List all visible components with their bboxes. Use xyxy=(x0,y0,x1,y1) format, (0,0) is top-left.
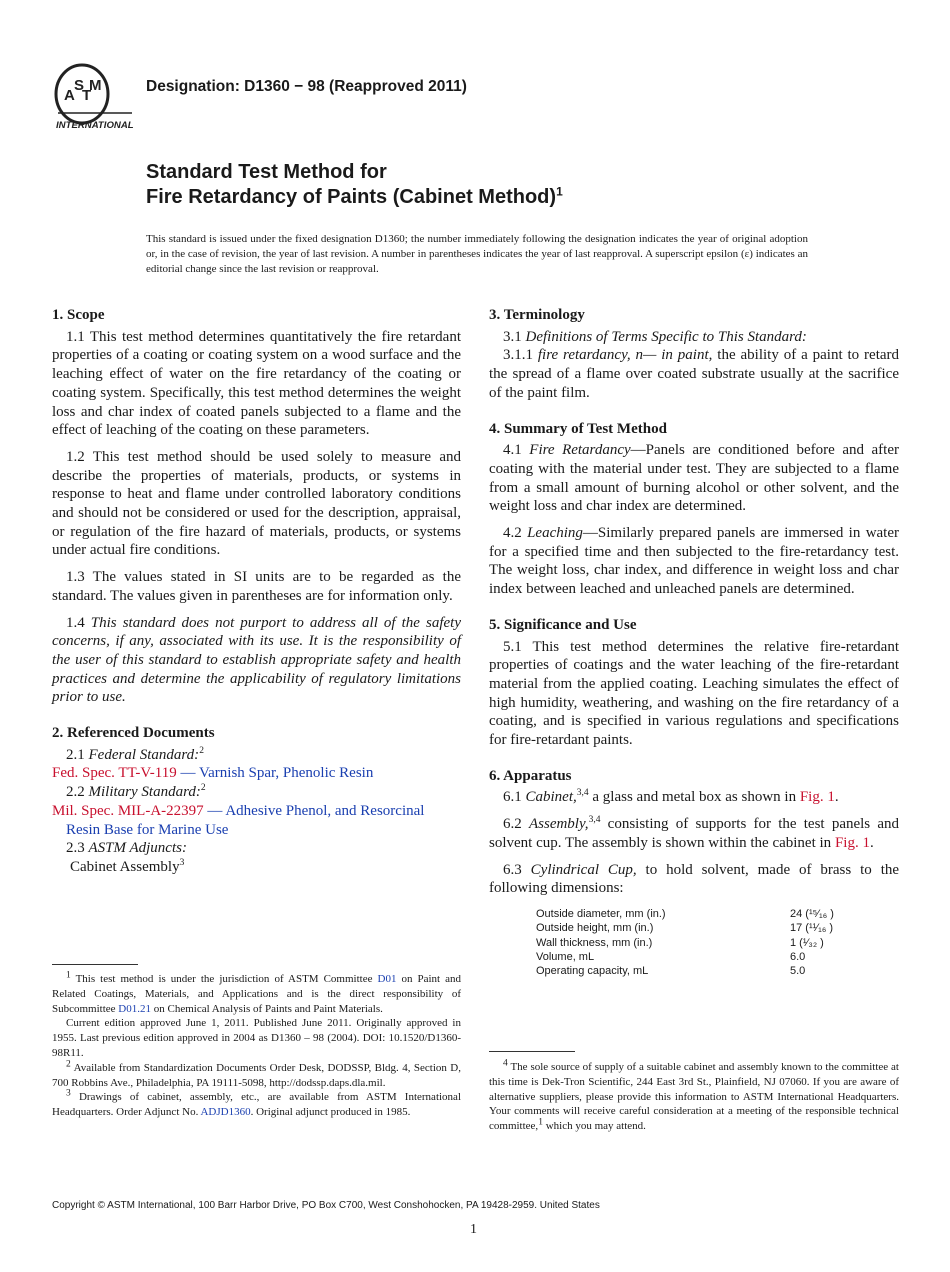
paragraph-5-1: 5.1 This test method determines the relative fire-retardant properties of coatings and the water leaching of the fire-retardant material from the applied coating. Leaching simulates the effect of high humidity, weathering, and washing on the fire retardancy of a coating, and is specified in various regulations and specifications for fire-retardant paints. xyxy=(489,638,899,749)
title-line-1: Standard Test Method for xyxy=(146,161,387,183)
footnote-4: $^4$ The sole source of supply of a suitable cabinet and assembly known to the committee at this time is Dek-Tron Scientific, 244 East 3rd St., Plainfield, NJ 07060. If you are aware of alternative suppliers, please provide this information to ASTM International Headquarters. Your comments will receive careful consideration at a meeting of the responsible technical committee,$^1$ which you may attend. xyxy=(489,1058,899,1133)
cup-dimensions-table xyxy=(536,907,834,978)
fed-spec-title-link[interactable]: — Varnish Spar, Phenolic Resin xyxy=(180,765,374,782)
dimension-label: Outside height, mm (in.) xyxy=(536,922,654,935)
astm-logo xyxy=(52,62,136,134)
dimension-label: Outside diameter, mm (in.) xyxy=(536,907,666,920)
paragraph-6-1: 6.1 Cabinet,$^{3,4}$ a glass and metal box as shown in Fig. 1. xyxy=(503,788,839,806)
footnote-rule-right xyxy=(489,1051,575,1052)
title-line-2: Fire Retardancy of Paints (Cabinet Method)$^1$ xyxy=(146,184,563,208)
mil-spec-title-link[interactable]: — Adhesive Phenol, and Resorcinal Resin Base for Marine Use xyxy=(66,802,425,838)
section-heading-terminology: 3. Terminology xyxy=(489,307,585,323)
paragraph-2-2: 2.2 Military Standard:$^2$ xyxy=(66,783,206,801)
section-heading-summary: 4. Summary of Test Method xyxy=(489,420,667,437)
dimension-row xyxy=(536,964,834,978)
dimension-row xyxy=(536,950,834,964)
document-title xyxy=(146,160,563,210)
d01-link[interactable]: D01 xyxy=(377,973,397,985)
paragraph-4-2: 4.2 Leaching—Similarly prepared panels are immersed in water for a specified time and then subjected to the fire-retardancy test. The weight loss, char index, and difference in weight loss and char index between leached and unleached panels are determined. xyxy=(489,525,899,598)
paragraph-6-3: 6.3 Cylindrical Cup, to hold solvent, made of brass to the following dimensions: xyxy=(489,861,900,897)
paragraph-1-3: 1.3 The values stated in SI units are to be regarded as the standard. The values given in parentheses are for information only. xyxy=(52,569,461,604)
dimension-value: 5.0 xyxy=(790,965,806,978)
footnotes-left xyxy=(52,972,461,1120)
svg-text:M: M xyxy=(89,77,102,94)
svg-text:A: A xyxy=(64,87,75,104)
adjunct-link[interactable]: ADJD1360 xyxy=(200,1106,251,1119)
issuance-note: This standard is issued under the fixed designation D1360; the number immediately following the designation indicates the year of original adoption or, in the case of revision, the year of last revision. A number in parentheses indicates the year of last reapproval. A superscript epsilon (ε) indicates an editorial change since the last revision or reapproval. xyxy=(146,233,808,275)
copyright-notice: Copyright © ASTM International, 100 Barr Harbor Drive, PO Box C700, West Conshohocken, PA 19428-2959. United States xyxy=(52,1200,600,1211)
footnote-1: $^1$ This test method is under the jurisdiction of ASTM Committee D01 on Paint and Related Coatings, Materials, and Applications and is the direct responsibility of Subcommittee D01.21 on Chemical Analysis of Paints and Paint Materials. xyxy=(52,970,461,1015)
paragraph-1-1: 1.1 This test method determines quantitatively the fire retardant properties of a coating or coating system on a wood surface and the leaching effect of water on the fire retardancy of the coating or coating system. Specifically, this test method determines the weight loss and char index of coated panels subjected to a flame and the effect of leaching of the coating on these parameters. xyxy=(52,328,461,439)
page-number: 1 xyxy=(470,1222,477,1237)
title-footnote-mark: 1 xyxy=(556,184,563,199)
dimension-value: 1 (¹⁄₃₂ ) xyxy=(790,936,824,949)
dimension-row xyxy=(536,907,834,921)
reference-mil-spec[interactable] xyxy=(52,802,461,839)
footnote-1-edition: Current edition approved June 1, 2011. Published June 2011. Originally approved in 1955. Last previous edition approved in 2004 as D1360 – 98 (2004). DOI: 10.1520/D1360-98R11. xyxy=(52,1017,461,1059)
dimension-value: 6.0 xyxy=(790,950,806,963)
adjunct-item: Cabinet Assembly$^3$ xyxy=(70,857,185,875)
paragraph-1-2: 1.2 This test method should be used solely to measure and describe the properties of materials, products, or systems in response to heat and flame under controlled laboratory conditions and should not be considered or used for the description, appraisal, or regulation of the fire hazard of materials, products, or systems under actual fire conditions. xyxy=(52,448,461,559)
svg-text:S: S xyxy=(74,77,85,94)
section-heading-significance: 5. Significance and Use xyxy=(489,616,637,633)
fig-1-link-2[interactable]: Fig. 1 xyxy=(834,834,870,851)
fig-1-link[interactable]: Fig. 1 xyxy=(799,789,835,806)
reference-fed-spec[interactable] xyxy=(52,764,461,783)
paragraph-1-4: 1.4 This standard does not purport to address all of the safety concerns, if any, associated with its use. It is the responsibility of the user of this standard to establish appropriate safety and health practices and determine the applicability of regulatory limitations prior to use. xyxy=(52,614,461,706)
paragraph-3-1: 3.1 Definitions of Terms Specific to This Standard: xyxy=(503,328,807,345)
dimension-row xyxy=(536,921,834,935)
fed-spec-link[interactable]: Fed. Spec. TT-V-119 xyxy=(52,765,177,782)
d01-21-link[interactable]: D01.21 xyxy=(118,1002,151,1015)
paragraph-4-1: 4.1 Fire Retardancy—Panels are conditioned before and after coating with the material under test. They are subjected to a flame from a small amount of burning alcohol or other solvent, and the weight loss and char index are determined. xyxy=(489,442,899,515)
paragraph-2-1: 2.1 Federal Standard:$^2$ xyxy=(66,745,204,763)
left-column xyxy=(52,306,461,877)
section-heading-apparatus: 6. Apparatus xyxy=(489,767,572,784)
footnote-2: $^2$ Available from Standardization Documents Order Desk, DODSSP, Bldg. 4, Section D, 700 Robbins Ave., Philadelphia, PA 19111-5098, http://dodssp.daps.dla.mil. xyxy=(52,1059,461,1089)
dimension-value: 24 (¹⁵⁄₁₆ ) xyxy=(790,907,834,920)
mil-spec-link[interactable]: Mil. Spec. MIL-A-22397 xyxy=(52,802,204,819)
dimension-label: Operating capacity, mL xyxy=(536,965,649,978)
dimension-value: 17 (¹¹⁄₁₆ ) xyxy=(790,922,833,935)
right-column xyxy=(489,306,899,978)
dimension-label: Wall thickness, mm (in.) xyxy=(536,936,653,949)
paragraph-6-2: 6.2 Assembly,$^{3,4}$ consisting of supports for the test panels and solvent cup. The assembly is shown within the cabinet in Fig. 1. xyxy=(489,815,900,851)
svg-text:T: T xyxy=(82,87,92,104)
paragraph-2-3: 2.3 ASTM Adjuncts: xyxy=(66,840,187,857)
logo-wordmark: INTERNATIONAL xyxy=(56,120,134,131)
dimension-row xyxy=(536,936,834,950)
dimension-label: Volume, mL xyxy=(536,950,595,963)
footnote-rule-left xyxy=(52,964,138,965)
paragraph-3-1-1: 3.1.1 fire retardancy, n— in paint, the ability of a paint to retard the spread of a flame over coated substrate usually at the sacrifice of the paint film. xyxy=(489,347,900,401)
section-heading-referenced-documents: 2. Referenced Documents xyxy=(52,725,215,742)
section-heading-scope: 1. Scope xyxy=(52,307,105,323)
designation: Designation: D1360 − 98 (Reapproved 2011) xyxy=(146,78,467,95)
footnote-3: $^3$ Drawings of cabinet, assembly, etc., are available from ASTM International Headquarters. Order Adjunct No. ADJD1360. Original adjunct produced in 1985. xyxy=(52,1088,461,1119)
